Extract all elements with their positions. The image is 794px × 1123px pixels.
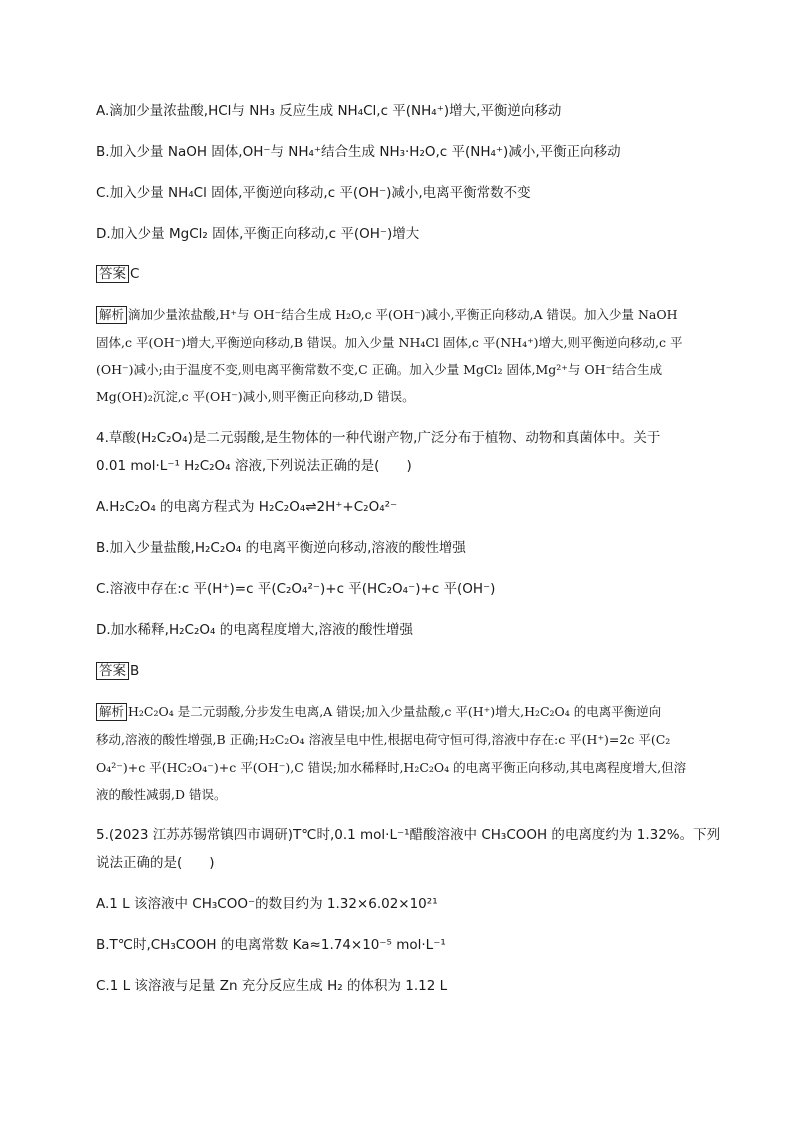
q4-option-d: D.加水稀释,H₂C₂O₄ 的电离程度增大,溶液的酸性增强 xyxy=(96,622,413,638)
q4-option-b: B.加入少量盐酸,H₂C₂O₄ 的电离平衡逆向移动,溶液的酸性增强 xyxy=(96,540,466,556)
explanation-tag: 解析 xyxy=(96,306,127,324)
q3-explanation-line-2: 固体,c 平(OH⁻)增大,平衡逆向移动,B 错误。加入少量 NH₄Cl 固体,c 平(NH₄⁺)增大,则平衡逆向移动,c 平 xyxy=(96,335,683,350)
q5-stem-line-1: 5.(2023 江苏苏锡常镇四市调研)T℃时,0.1 mol·L⁻¹醋酸溶液中 CH₃COOH 的电离度约为 1.32%。下列 xyxy=(96,827,721,843)
q4-option-c: C.溶液中存在:c 平(H⁺)=c 平(C₂O₄²⁻)+c 平(HC₂O₄⁻)+c 平(OH⁻) xyxy=(96,581,496,597)
q5-option-a: A.1 L 该溶液中 CH₃COO⁻的数目约为 1.32×6.02×10²¹ xyxy=(96,896,438,912)
explanation-tag: 解析 xyxy=(96,703,127,721)
q4-explanation-line-4: 液的酸性减弱,D 错误。 xyxy=(96,787,227,802)
answer-value: C xyxy=(130,266,140,282)
q5-option-b: B.T℃时,CH₃COOH 的电离常数 Ka≈1.74×10⁻⁵ mol·L⁻¹ xyxy=(96,937,446,953)
q5-stem-line-2: 说法正确的是( ) xyxy=(96,855,215,871)
q4-explanation-line-1 xyxy=(96,703,661,721)
q3-answer xyxy=(96,265,139,283)
q3-explanation-line-4: Mg(OH)₂沉淀,c 平(OH⁻)减小,则平衡正向移动,D 错误。 xyxy=(96,389,415,404)
q4-answer xyxy=(96,662,139,680)
explanation-text: 滴加少量浓盐酸,H⁺与 OH⁻结合生成 H₂O,c 平(OH⁻)减小,平衡正向移动,A 错误。加入少量 NaOH xyxy=(128,307,678,322)
q4-stem-line-2: 0.01 mol·L⁻¹ H₂C₂O₄ 溶液,下列说法正确的是( ) xyxy=(96,458,412,474)
q3-explanation-line-3: (OH⁻)减小;由于温度不变,则电离平衡常数不变,C 正确。加入少量 MgCl₂ 固体,Mg²⁺与 OH⁻结合生成 xyxy=(96,362,663,377)
q4-explanation-line-2: 移动,溶液的酸性增强,B 正确;H₂C₂O₄ 溶液呈电中性,根据电荷守恒可得,溶液中存在:c 平(H⁺)=2c 平(C₂ xyxy=(96,732,671,747)
q3-option-d: D.加入少量 MgCl₂ 固体,平衡正向移动,c 平(OH⁻)增大 xyxy=(96,226,420,242)
q5-option-c: C.1 L 该溶液与足量 Zn 充分反应生成 H₂ 的体积为 1.12 L xyxy=(96,978,448,994)
q4-explanation-line-3: O₄²⁻)+c 平(HC₂O₄⁻)+c 平(OH⁻),C 错误;加水稀释时,H₂C₂O₄ 的电离平衡正向移动,其电离程度增大,但溶 xyxy=(96,760,687,775)
q4-option-a: A.H₂C₂O₄ 的电离方程式为 H₂C₂O₄⇌2H⁺+C₂O₄²⁻ xyxy=(96,499,398,515)
explanation-text: H₂C₂O₄ 是二元弱酸,分步发生电离,A 错误;加入少量盐酸,c 平(H⁺)增大,H₂C₂O₄ 的电离平衡逆向 xyxy=(128,704,662,719)
q4-stem-line-1: 4.草酸(H₂C₂O₄)是二元弱酸,是生物体的一种代谢产物,广泛分布于植物、动物和真菌体中。关于 xyxy=(96,430,661,446)
q3-explanation-line-1 xyxy=(96,306,678,324)
answer-value: B xyxy=(130,663,140,679)
answer-tag: 答案 xyxy=(96,662,129,680)
q3-option-b: B.加入少量 NaOH 固体,OH⁻与 NH₄⁺结合生成 NH₃·H₂O,c 平(NH₄⁺)减小,平衡正向移动 xyxy=(96,144,621,160)
q3-option-c: C.加入少量 NH₄Cl 固体,平衡逆向移动,c 平(OH⁻)减小,电离平衡常数不变 xyxy=(96,185,531,201)
answer-tag: 答案 xyxy=(96,265,129,283)
q3-option-a: A.滴加少量浓盐酸,HCl与 NH₃ 反应生成 NH₄Cl,c 平(NH₄⁺)增大,平衡逆向移动 xyxy=(96,103,562,119)
